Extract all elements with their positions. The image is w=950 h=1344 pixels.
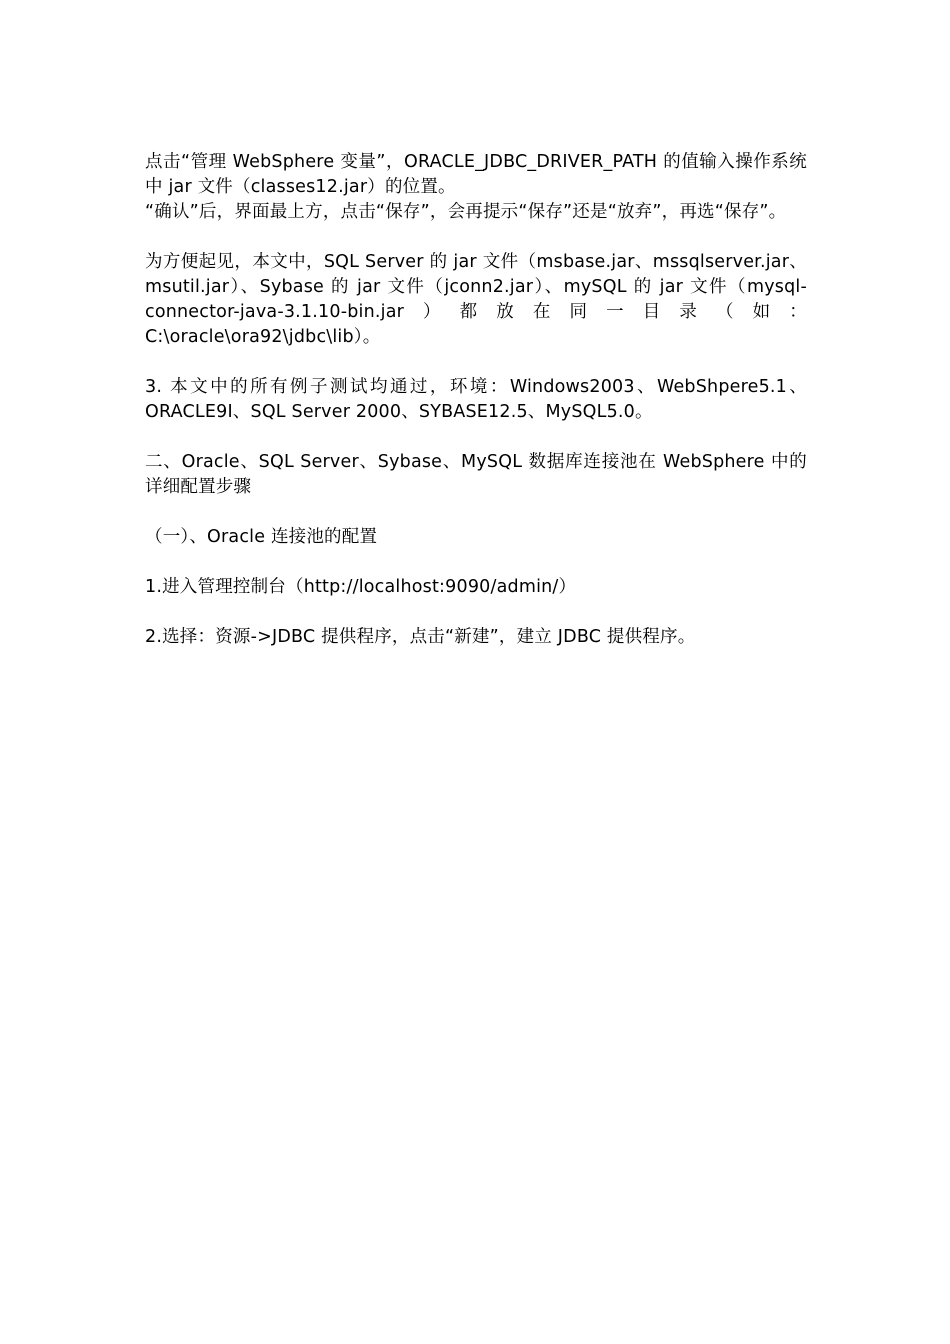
paragraph-jar-files: 为方便起见，本文中，SQL Server 的 jar 文件（msbase.jar、mssqlserver.jar、msutil.jar）、Sybase 的 jar 文件（jconn2.jar）、mySQL 的 jar 文件（mysql-connector-java-3.1.10-bin.jar）都放在同一目录（如：C:\oracle\ora92\jdbc\lib）。 xyxy=(145,252,807,347)
subsection-heading-oracle-pool: （一）、Oracle 连接池的配置 xyxy=(145,527,378,547)
paragraph-test-environment: 3. 本文中的所有例子测试均通过，环境：Windows2003、WebShpere5.1、ORACLE9I、SQL Server 2000、SYBASE12.5、MySQL5.0。 xyxy=(145,377,807,422)
paragraph-websphere-variable: 点击“管理 WebSphere 变量”，ORACLE_JDBC_DRIVER_PATH 的值输入操作系统中 jar 文件（classes12.jar）的位置。 xyxy=(145,152,807,197)
paragraph-spacer xyxy=(145,600,807,625)
step-2-jdbc-provider: 2.选择：资源->JDBC 提供程序，点击“新建”，建立 JDBC 提供程序。 xyxy=(145,627,696,647)
paragraph-spacer xyxy=(145,425,807,450)
paragraph-spacer xyxy=(145,550,807,575)
paragraph-spacer xyxy=(145,225,807,250)
paragraph-spacer xyxy=(145,350,807,375)
step-1-admin-console: 1.进入管理控制台（http://localhost:9090/admin/） xyxy=(145,577,577,597)
document-body xyxy=(145,150,807,650)
section-heading-config-steps: 二、Oracle、SQL Server、Sybase、MySQL 数据库连接池在 WebSphere 中的详细配置步骤 xyxy=(145,452,807,497)
paragraph-confirm-save: “确认”后，界面最上方，点击“保存”，会再提示“保存”还是“放弃”，再选“保存”。 xyxy=(145,202,787,222)
paragraph-spacer xyxy=(145,500,807,525)
